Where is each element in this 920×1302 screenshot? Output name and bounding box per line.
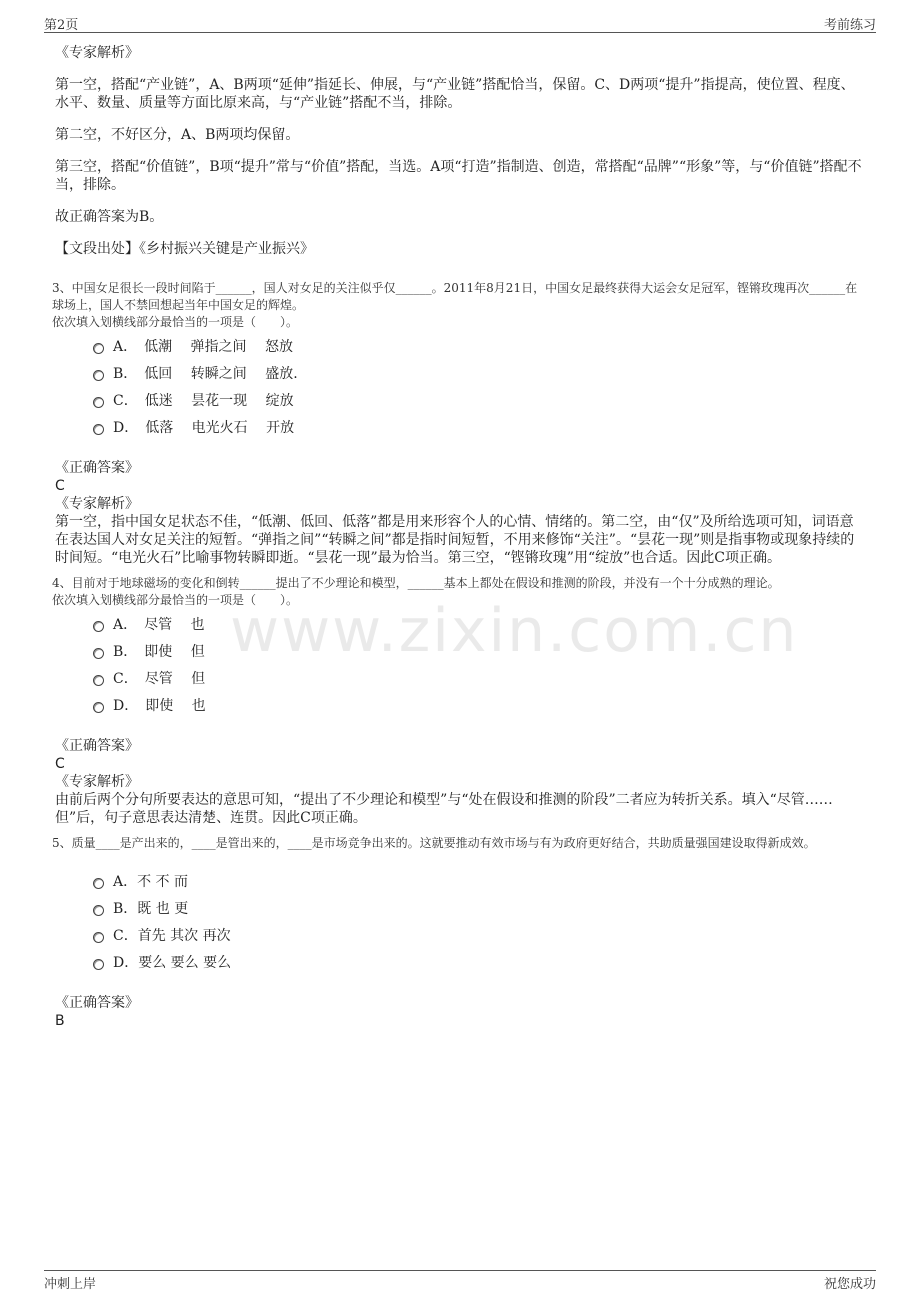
option-label: B． 低回 转瞬之间 盛放. bbox=[113, 366, 298, 382]
radio-icon[interactable] bbox=[93, 397, 104, 408]
page-header bbox=[44, 14, 876, 33]
answer-label: 《正确答案》 bbox=[55, 995, 139, 1011]
correct-answer: B bbox=[55, 1013, 65, 1029]
analysis-text: 第一空，指中国女足状态不佳，“低潮、低回、低落”都是用来形容个人的心情、情绪的。第二空，由“仅”及所给选项可知，词语意在表达国人对女足关注的短暂。“弹指之间”“转瞬之间”都是指时间短暂，不用来修饰“关注”。“昙花一现”则是指事物或现象持续的时间短。“电光火石”比喻事物转瞬即逝。“昙花一现”最为恰当。第三空，“铿锵玫瑰”用“绽放”也合适。因此C项正确。 bbox=[55, 514, 855, 566]
option-label: B． 即使 但 bbox=[113, 644, 205, 660]
analysis-label: 《专家解析》 bbox=[55, 774, 139, 790]
question-text: 3、中国女足很长一段时间陷于______，国人对女足的关注似乎仅______。2011年8月21日，中国女足最终获得大运会女足冠军，铿锵玫瑰再次______在球场上，国人不禁回想起当年中国女足的辉煌。 bbox=[52, 281, 858, 312]
footer-left: 冲刺上岸 bbox=[44, 1277, 97, 1292]
option-a[interactable] bbox=[93, 872, 867, 899]
analysis-heading: 《专家解析》 bbox=[55, 45, 139, 61]
question-prompt: 依次填入划横线部分最恰当的一项是（ ）。 bbox=[52, 315, 299, 329]
question-text: 5、质量____是产出来的，____是管出来的，____是市场竞争出来的。这就要推动有效市场与有为政府更好结合，共助质量强国建设取得新成效。 bbox=[52, 836, 816, 850]
source-line: 【文段出处】《乡村振兴关键是产业振兴》 bbox=[55, 241, 314, 257]
question-text: 4、目前对于地球磁场的变化和倒转______提出了不少理论和模型，______基本上都处在假设和推测的阶段，并没有一个十分成熟的理论。 bbox=[52, 576, 780, 590]
radio-icon[interactable] bbox=[93, 702, 104, 713]
option-c[interactable] bbox=[93, 669, 867, 696]
option-label: D． 低落 电光火石 开放 bbox=[113, 420, 295, 436]
analysis-paragraph: 第二空，不好区分，A、B两项均保留。 bbox=[55, 127, 300, 143]
header-title: 考前练习 bbox=[823, 18, 876, 33]
radio-icon[interactable] bbox=[93, 343, 104, 354]
radio-icon[interactable] bbox=[93, 959, 104, 970]
option-b[interactable] bbox=[93, 642, 867, 669]
final-answer-line: 故正确答案为B。 bbox=[55, 209, 164, 225]
option-b[interactable] bbox=[93, 364, 867, 391]
answer-label: 《正确答案》 bbox=[55, 738, 139, 754]
option-b[interactable] bbox=[93, 899, 867, 926]
correct-answer: C bbox=[55, 756, 65, 772]
radio-icon[interactable] bbox=[93, 424, 104, 435]
document-body bbox=[52, 44, 867, 1030]
analysis-paragraph: 第一空，搭配“产业链”，A、B两项“延伸”指延长、伸展，与“产业链”搭配恰当，保留。C、D两项“提升”指提高，使位置、程度、水平、数量、质量等方面比原来高，与“产业链”搭配不当，排除。 bbox=[55, 77, 855, 111]
option-label: D．要么 要么 要么 bbox=[113, 955, 232, 971]
option-label: C． 低迷 昙花一现 绽放 bbox=[113, 393, 294, 409]
radio-icon[interactable] bbox=[93, 648, 104, 659]
option-a[interactable] bbox=[93, 615, 867, 642]
option-label: C．首先 其次 再次 bbox=[113, 928, 231, 944]
question-5 bbox=[52, 835, 867, 1030]
page-footer bbox=[44, 1270, 876, 1293]
radio-icon[interactable] bbox=[93, 878, 104, 889]
radio-icon[interactable] bbox=[93, 932, 104, 943]
radio-icon[interactable] bbox=[93, 675, 104, 686]
option-label: C． 尽管 但 bbox=[113, 671, 206, 687]
option-d[interactable] bbox=[93, 696, 867, 723]
option-a[interactable] bbox=[93, 337, 867, 364]
question-3 bbox=[52, 280, 867, 567]
option-d[interactable] bbox=[93, 418, 867, 445]
option-label: A． 尽管 也 bbox=[113, 617, 205, 633]
radio-icon[interactable] bbox=[93, 370, 104, 381]
page-number: 第2页 bbox=[44, 18, 79, 33]
option-c[interactable] bbox=[93, 926, 867, 953]
option-label: D． 即使 也 bbox=[113, 698, 206, 714]
analysis-paragraph: 第三空，搭配“价值链”，B项“提升”常与“价值”搭配，当选。A项“打造”指制造、创造，常搭配“品牌”“形象”等，与“价值链”搭配不当，排除。 bbox=[55, 159, 862, 193]
question-4 bbox=[52, 575, 867, 827]
watermark: www.zixin.com.cn bbox=[230, 596, 799, 666]
analysis-label: 《专家解析》 bbox=[55, 496, 139, 512]
option-label: A．不 不 而 bbox=[113, 874, 189, 890]
analysis-text: 由前后两个分句所要表达的意思可知，“提出了不少理论和模型”与“处在假设和推测的阶段”二者应为转折关系。填入“尽管……但”后，句子意思表达清楚、连贯。因此C项正确。 bbox=[55, 792, 833, 826]
footer-right: 祝您成功 bbox=[823, 1277, 876, 1292]
option-c[interactable] bbox=[93, 391, 867, 418]
answer-label: 《正确答案》 bbox=[55, 460, 139, 476]
question-prompt: 依次填入划横线部分最恰当的一项是（ ）。 bbox=[52, 593, 299, 607]
radio-icon[interactable] bbox=[93, 621, 104, 632]
option-label: A． 低潮 弹指之间 怒放 bbox=[113, 339, 294, 355]
radio-icon[interactable] bbox=[93, 905, 104, 916]
correct-answer: C bbox=[55, 478, 65, 494]
option-d[interactable] bbox=[93, 953, 867, 980]
option-label: B．既 也 更 bbox=[113, 901, 189, 917]
